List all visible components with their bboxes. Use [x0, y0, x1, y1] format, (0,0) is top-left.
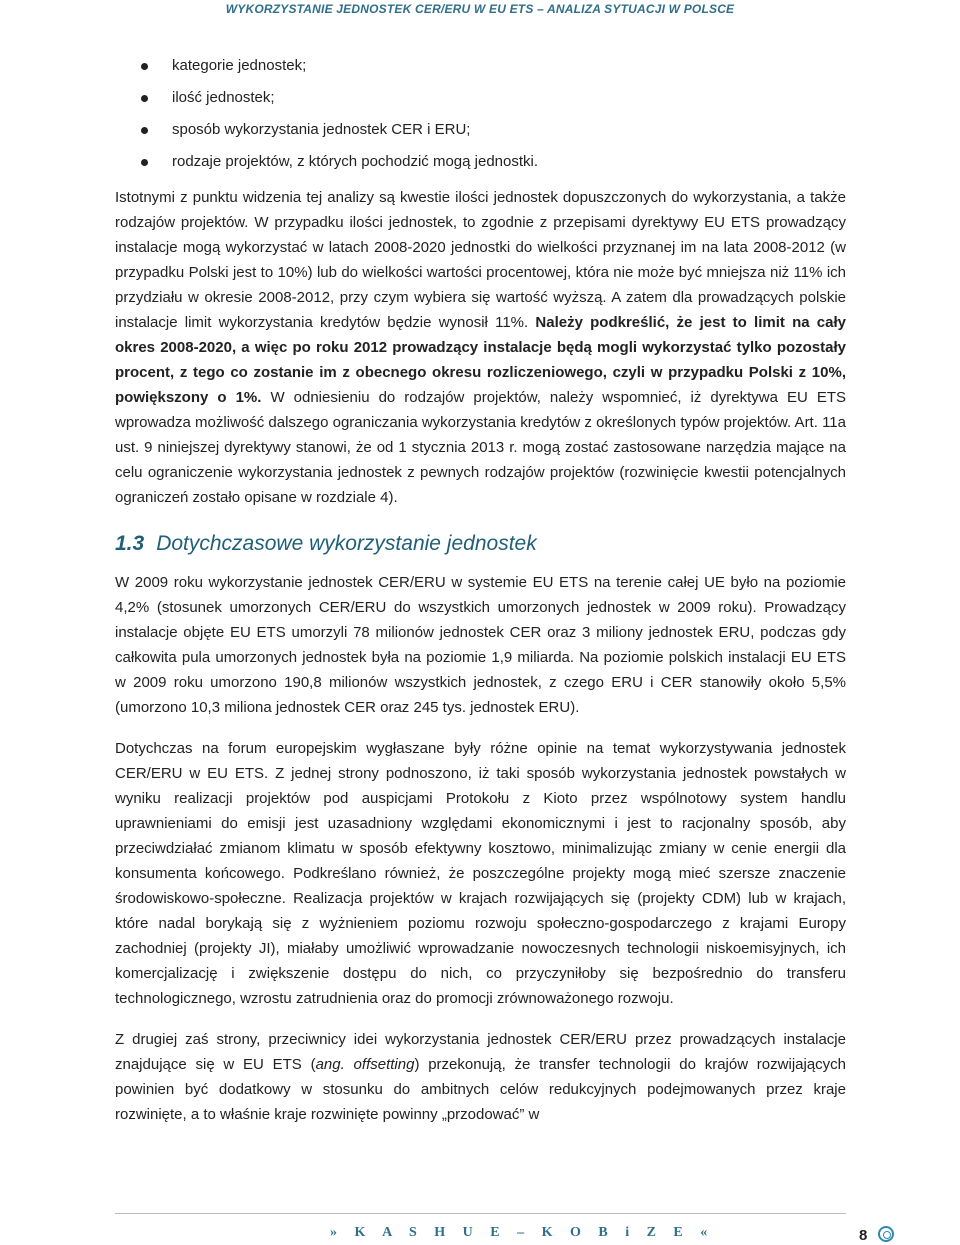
- paragraph-text: W odniesieniu do rodzajów projektów, należy wspomnieć, iż dyrektywa EU ETS wprowadza możliwość dalszego ograniczania wykorzystania kredytów z określonych typów projektów. Art. 11a ust. 9 niniejszej dyrektywy stanowi, że od 1 stycznia 2013 r. mogą zostać zastosowane narzędzia mające na celu ograniczenie wykorzystania jednostek z pewnych rodzajów projektów (rozwinięcie kwestii potencjalnych ograniczeń zostało opisane w rozdziale 4).: [115, 389, 846, 506]
- list-item: [115, 57, 846, 75]
- paragraph-usage-2009: W 2009 roku wykorzystanie jednostek CER/ERU w systemie EU ETS na terenie całej UE było na poziomie 4,2% (stosunek umorzonych CER/ERU do wszystkich umorzonych jednostek w 2009 roku). Prowadzący instalacje objęte EU ETS umorzyli 78 milionów jednostek CER oraz 3 miliony jednostek ERU, podczas gdy całkowita pula umorzonych jednostek była na poziomie 1,9 miliarda. Na poziomie polskich instalacji EU ETS w 2009 roku umorzono 190,8 milionów wszystkich jednostek, z czego ERU i CER stanowiły około 5,5% (umorzono 10,3 miliona jednostek CER oraz 245 tys. jednostek ERU).: [115, 574, 846, 716]
- paragraph-opponents: [115, 1027, 846, 1127]
- paragraph-text: Istotnymi z punktu widzenia tej analizy są kwestie ilości jednostek dopuszczonych do wykorzystania, a także rodzajów projektów. W przypadku ilości jednostek, to zgodnie z przepisami dyrektywy EU ETS prowadzący instalacje mogą wykorzystać w latach 2008-2020 jednostki do wielkości przyznanej im na lata 2008-2012 (w przypadku Polski jest to 10%) lub do wielkości wartości procentowej, która nie może być mniejsza niż 11% ich przydziału w okresie 2008-2012, przy czym wybiera się wartość wyższą. A zatem dla prowadzących polskie instalacje limit wykorzystania kredytów będzie wynosił 11%.: [115, 189, 846, 331]
- list-item-text: ilość jednostek;: [172, 89, 275, 106]
- section-title: Dotychczasowe wykorzystanie jednostek: [156, 532, 537, 555]
- paragraph-emphasis: Należy podkreślić, że jest to limit na cały okres 2008-2020, a więc po roku 2012 prowadzący instalacje będą mogli wykorzystać tylko pozostały procent, z tego co zostanie im z obecnego okresu rozliczeniowego, czyli w przypadku Polski z 10%, powiększony o 1%.: [115, 314, 847, 406]
- bullet-icon: [141, 95, 148, 102]
- document-body: [115, 57, 846, 1127]
- paragraph-text: ) przekonują, że transfer technologii do krajów rozwijających powinien być dodatkowy w stosunku do ambitnych celów redukcyjnych podejmowanych przez kraje rozwinięte, a to właśnie kraje rozwinięte powinny „przodować” w: [115, 1056, 847, 1123]
- paragraph-limits: [115, 185, 846, 510]
- footer-divider: [115, 1213, 846, 1214]
- bullet-icon: [141, 159, 148, 166]
- list-item-text: rodzaje projektów, z których pochodzić mogą jednostki.: [172, 153, 539, 170]
- section-heading: [115, 528, 846, 560]
- list-item: [115, 121, 846, 139]
- page-number: 8: [859, 1227, 868, 1244]
- list-item-text: sposób wykorzystania jednostek CER i ERU;: [172, 121, 471, 138]
- list-item: [115, 89, 846, 107]
- paragraph-italic-term: ang. offsetting: [315, 1056, 415, 1073]
- paragraph-opinions: Dotychczas na forum europejskim wygłaszane były różne opinie na temat wykorzystywania jednostek CER/ERU w EU ETS. Z jednej strony podnoszono, iż taki sposób wykorzystania jednostek powstałych w wyniku realizacji projektów pod auspicjami Protokołu z Kioto przez wspólnotowy system handlu uprawnieniami do emisji jest uzasadniony względami ekonomicznymi i jest to racjonalny sposób, aby przeciwdziałać zmianom klimatu w sposób efektywny kosztowo, minimalizując zmiany w cenie energii dla konsumenta końcowego. Podkreślano również, że poszczególne projekty mogą mieć szersze znaczenie środowiskowo-społeczne. Realizacja projektów w krajach rozwijających się (projekty CDM) lub w krajach, które nadal borykają się z wyżnieniem poziomu rozwoju społeczno-gospodarczego z krajami Europy zachodniej (projekty JI), miałaby umożliwić wprowadzanie nowoczesnych technologii niskoemisyjnych, ich komercjalizację i zwiększenie dostępu do nich, co przyczyniłoby się bezpośrednio do transferu technologicznego, wzrostu zatrudnienia oraz do promocji zrównoważonego rozwoju.: [115, 740, 846, 1007]
- bullet-list: [115, 57, 846, 171]
- list-item-text: kategorie jednostek;: [172, 57, 307, 74]
- bullet-icon: [141, 63, 148, 70]
- running-header: WYKORZYSTANIE JEDNOSTEK CER/ERU W EU ETS – ANALIZA SYTUACJI W POLSCE: [225, 2, 735, 16]
- circle-logo-icon: [878, 1226, 894, 1242]
- section-number: 1.3: [115, 532, 145, 555]
- paragraph-text: Z drugiej zaś strony, przeciwnicy idei wykorzystania jednostek CER/ERU przez prowadzących instalacje znajdujące się w EU ETS (: [115, 1031, 846, 1073]
- list-item: [115, 153, 846, 171]
- bullet-icon: [141, 127, 148, 134]
- footer-brand: » K A S H U E – K O B i Z E «: [330, 1225, 715, 1240]
